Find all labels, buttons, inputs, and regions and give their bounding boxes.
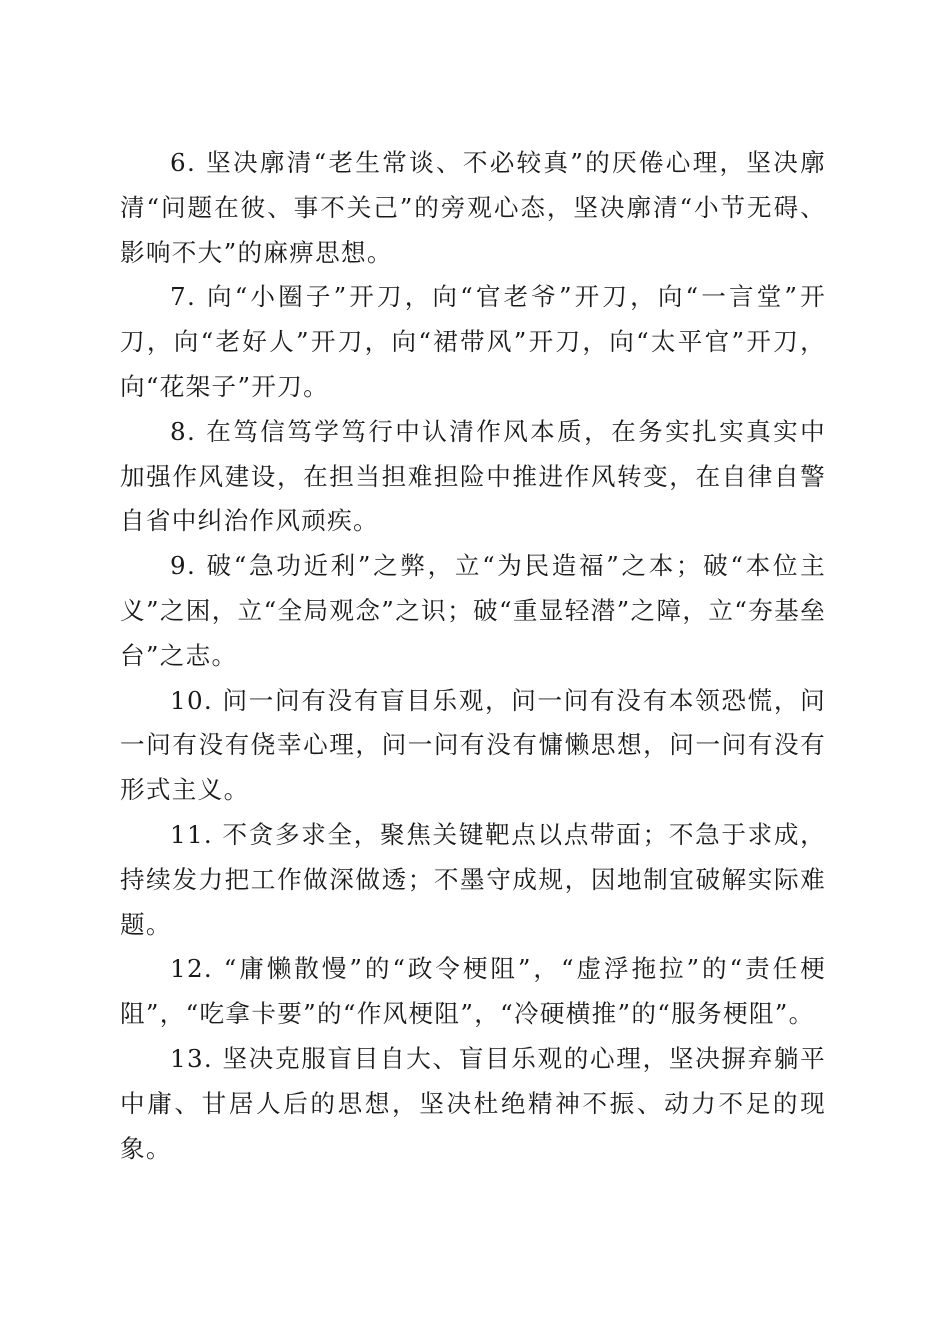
paragraph-10: 10. 问一问有没有盲目乐观，问一问有没有本领恐慌，问一问有没有侥幸心理，问一问有没有慵懒思想，问一问有没有形式主义。 bbox=[120, 685, 826, 805]
paragraph-6: 6. 坚决廓清“老生常谈、不必较真”的厌倦心理，坚决廓清“问题在彼、事不关己”的旁观心态，坚决廓清“小节无碍、影响不大”的麻痹思想。 bbox=[120, 148, 826, 267]
paragraph-7: 7. 向“小圈子”开刀，向“官老爷”开刀，向“一言堂”开刀，向“老好人”开刀，向“裙带风”开刀，向“太平官”开刀，向“花架子”开刀。 bbox=[120, 282, 826, 401]
paragraph-8: 8. 在笃信笃学笃行中认清作风本质，在务实扎实真实中加强作风建设，在担当担难担险中推进作风转变，在自律自警自省中纠治作风顽疾。 bbox=[120, 416, 826, 536]
paragraph-9: 9. 破“急功近利”之弊，立“为民造福”之本；破“本位主义”之困，立“全局观念”之识；破“重显轻潜”之障，立“夯基垒台”之志。 bbox=[120, 551, 826, 670]
document-body bbox=[120, 141, 826, 1171]
paragraph-11: 11. 不贪多求全，聚焦关键靶点以点带面；不急于求成，持续发力把工作做深做透；不墨守成规，因地制宜破解实际难题。 bbox=[120, 819, 826, 939]
paragraph-13: 13. 坚决克服盲目自大、盲目乐观的心理，坚决摒弃躺平中庸、甘居人后的思想，坚决杜绝精神不振、动力不足的现象。 bbox=[120, 1043, 826, 1163]
paragraph-12: 12. “庸懒散慢”的“政令梗阻”，“虚浮拖拉”的“责任梗阻”，“吃拿卡要”的“作风梗阻”，“冷硬横推”的“服务梗阻”。 bbox=[120, 954, 826, 1029]
